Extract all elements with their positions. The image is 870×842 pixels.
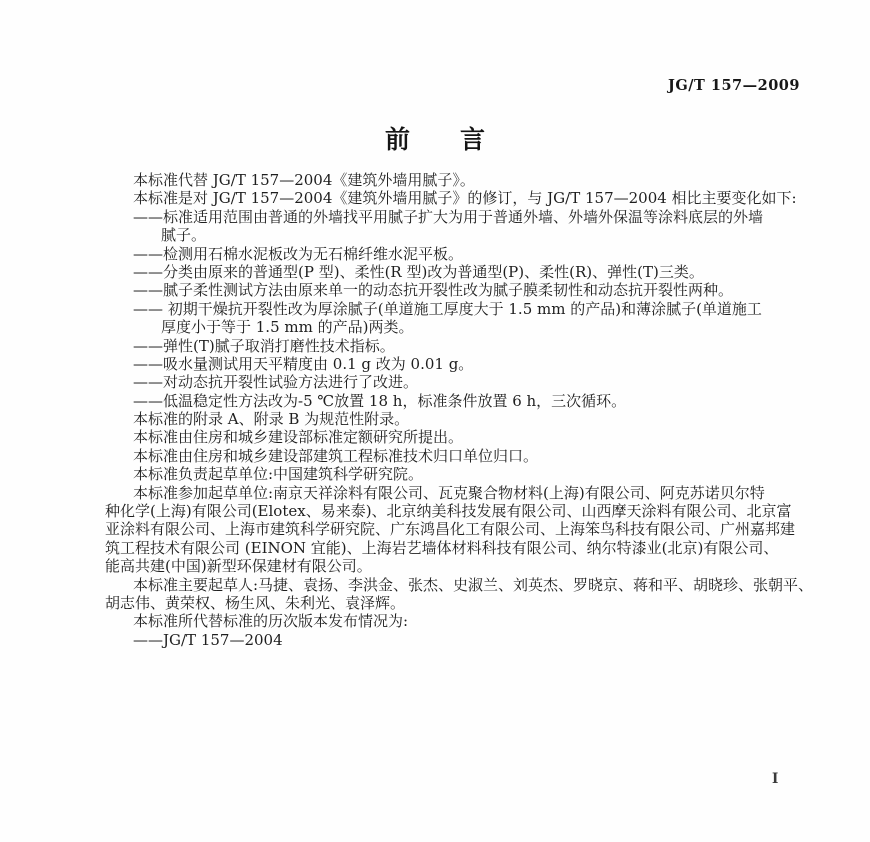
foreword-line: ——腻子柔性测试方法由原来单一的动态抗开裂性改为腻子膜柔韧性和动态抗开裂性两种。 [133,281,734,300]
foreword-line: 本标准的附录 A、附录 B 为规范性附录。 [133,410,410,429]
foreword-line: ——检测用石棉水泥板改为无石棉纤维水泥平板。 [133,244,464,263]
foreword-body [105,171,814,649]
page-number: I [772,771,779,787]
foreword-line: 本标准由住房和城乡建设部建筑工程标准技术归口单位归口。 [133,446,539,465]
foreword-line: ——弹性(T)腻子取消打磨性技术指标。 [133,336,395,355]
foreword-line: ——对动态抗开裂性试验方法进行了改进。 [133,373,419,392]
foreword-line: ——吸水量测试用天平精度由 0.1 g 改为 0.01 g。 [133,354,474,373]
foreword-line: 本标准负责起草单位:中国建筑科学研究院。 [133,465,424,484]
foreword-line: 本标准主要起草人:马捷、袁扬、李洪金、张杰、史淑兰、刘英杰、罗晓京、蒋和平、胡晓珍、张朝平、 [133,575,814,594]
foreword-line: 厚度小于等于 1.5 mm 的产品)两类。 [161,318,414,337]
foreword-line: ——分类由原来的普通型(P 型)、柔性(R 型)改为普通型(P)、柔性(R)、弹性(T)三类。 [133,262,704,281]
standard-code: JG/T 157—2009 [667,77,800,94]
foreword-line: 本标准代替 JG/T 157—2004《建筑外墙用腻子》。 [133,171,475,189]
foreword-line: 胡志伟、黄荣权、杨生风、朱利光、袁泽辉。 [105,593,406,612]
foreword-line: —— 初期干燥抗开裂性改为厚涂腻子(单道施工厚度大于 1.5 mm 的产品)和薄涂腻子(单道施工 [133,299,762,318]
foreword-line: 筑工程技术有限公司 (EINON 宜能)、上海岩艺墙体材料科技有限公司、纳尔特漆业(北京)有限公司、 [105,538,779,557]
foreword-line: 亚涂料有限公司、上海市建筑科学研究院、广东鸿昌化工有限公司、上海笨鸟科技有限公司、广州嘉邦建 [105,520,796,539]
document-title: 前 言 [384,125,485,154]
foreword-line: ——低温稳定性方法改为-5 ℃放置 18 h，标准条件放置 6 h，三次循环。 [133,391,627,410]
foreword-line: ——标准适用范围由普通的外墙找平用腻子扩大为用于普通外墙、外墙外保温等涂料底层的外墙 [133,207,764,226]
foreword-line: 本标准是对 JG/T 157—2004《建筑外墙用腻子》的修订，与 JG/T 157—2004 相比主要变化如下: [133,189,797,208]
foreword-line: 本标准由住房和城乡建设部标准定额研究所提出。 [133,428,464,447]
foreword-line: 本标准参加起草单位:南京天祥涂料有限公司、瓦克聚合物材料(上海)有限公司、阿克苏诺贝尔特 [133,483,765,502]
foreword-line: 本标准所代替标准的历次版本发布情况为: [133,612,409,631]
foreword-line: 能高共建(中国)新型环保建材有限公司。 [105,557,372,576]
foreword-line: 种化学(上海)有限公司(Elotex、易来泰)、北京纳美科技发展有限公司、山西摩天涂料有限公司、北京富 [105,502,792,521]
foreword-line: 腻子。 [161,226,207,245]
foreword-line: ——JG/T 157—2004 [133,630,283,649]
